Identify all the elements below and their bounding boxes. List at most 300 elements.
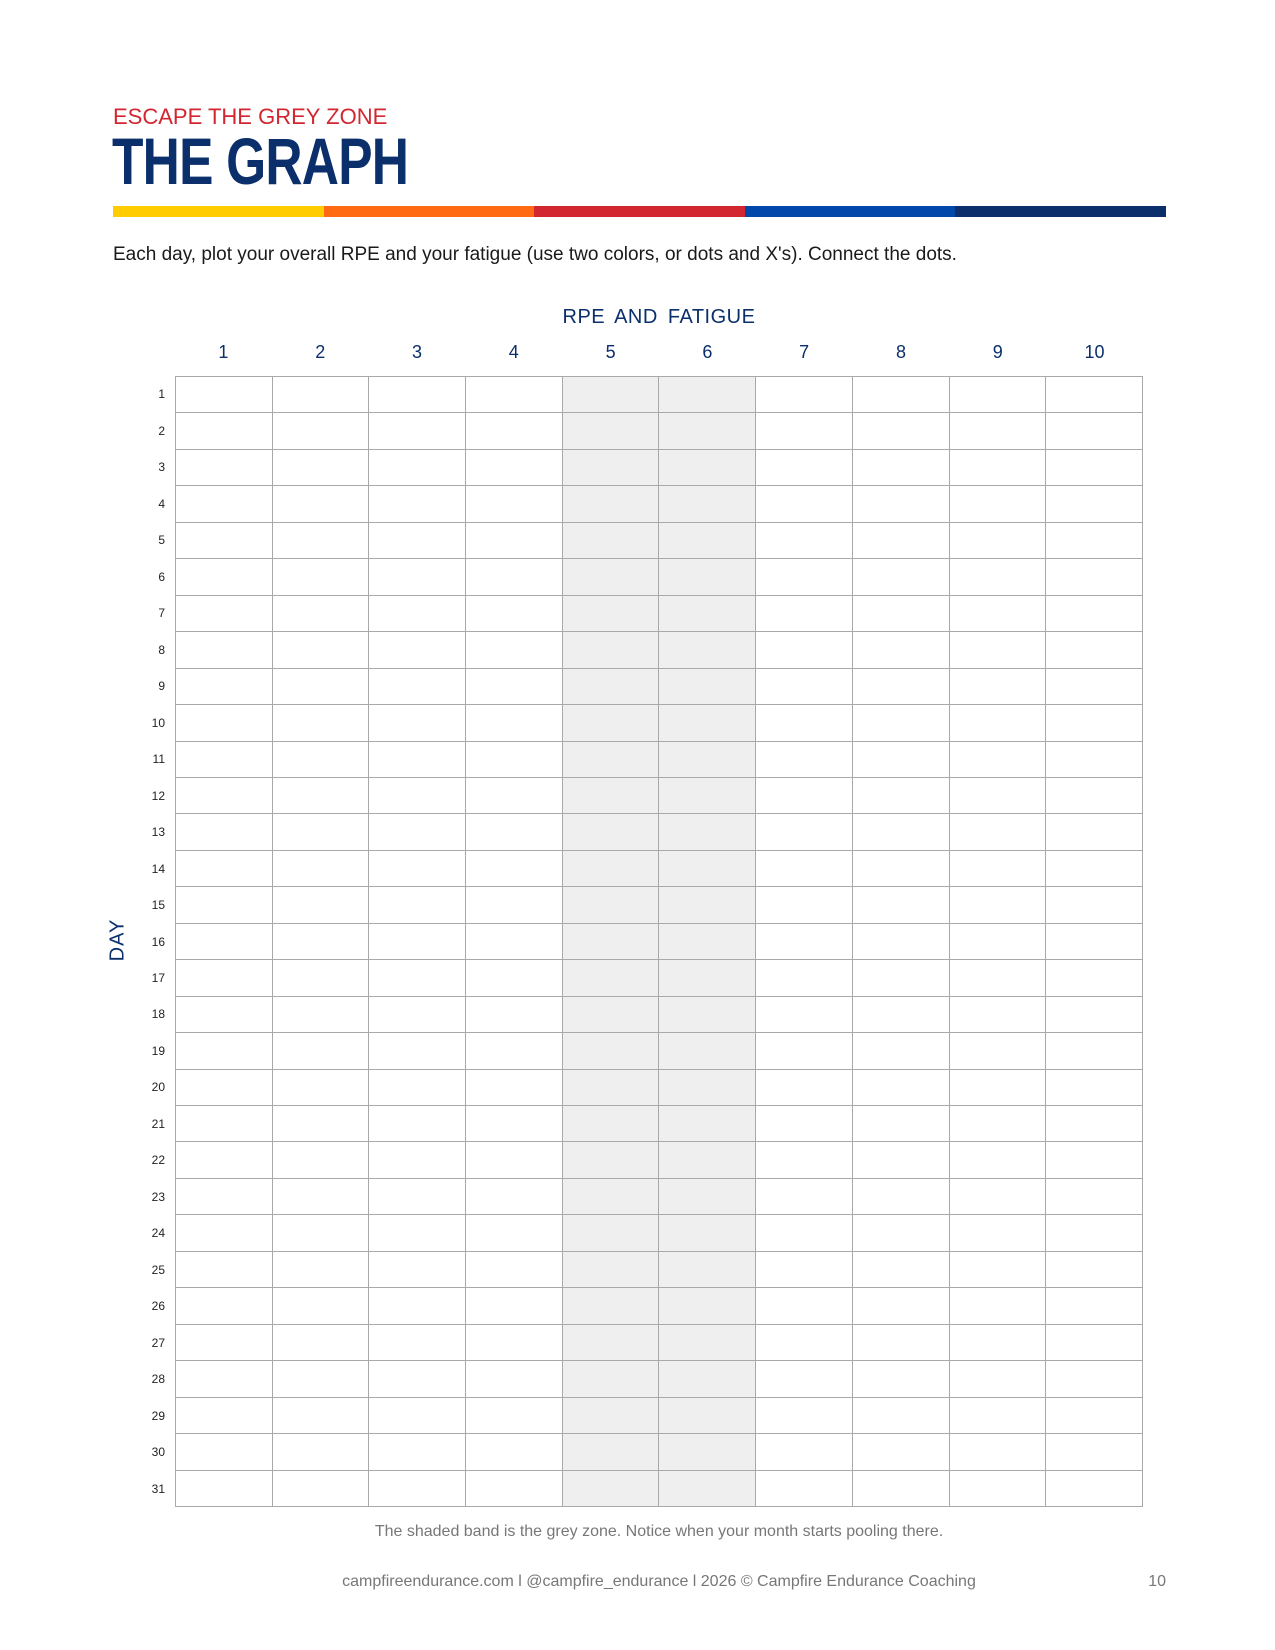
grid-cell[interactable] [853, 1106, 950, 1142]
grid-cell[interactable] [659, 742, 756, 778]
grid-cell[interactable] [176, 486, 273, 522]
grid-cell[interactable] [273, 851, 370, 887]
grid-cell[interactable] [273, 997, 370, 1033]
grid-cell[interactable] [466, 851, 563, 887]
grid-cell[interactable] [369, 997, 466, 1033]
grid-cell[interactable] [176, 1179, 273, 1215]
grid-cell[interactable] [853, 997, 950, 1033]
grid-cell[interactable] [659, 669, 756, 705]
grid-cell[interactable] [369, 596, 466, 632]
grid-cell[interactable] [563, 705, 660, 741]
grid-cell[interactable] [853, 1033, 950, 1069]
grid-cell[interactable] [659, 1288, 756, 1324]
grid-cell[interactable] [756, 669, 853, 705]
grid-cell[interactable] [563, 486, 660, 522]
grid-cell[interactable] [853, 1142, 950, 1178]
grid-cell[interactable] [273, 1288, 370, 1324]
grid-cell[interactable] [176, 1106, 273, 1142]
grid-cell[interactable] [273, 1325, 370, 1361]
grid-cell[interactable] [1046, 1106, 1143, 1142]
grid-cell[interactable] [563, 377, 660, 413]
grid-cell[interactable] [950, 1398, 1047, 1434]
grid-cell[interactable] [273, 1215, 370, 1251]
grid-cell[interactable] [950, 1471, 1047, 1507]
grid-cell[interactable] [853, 486, 950, 522]
grid-cell[interactable] [563, 669, 660, 705]
grid-cell[interactable] [853, 960, 950, 996]
grid-cell[interactable] [853, 559, 950, 595]
grid-cell[interactable] [273, 705, 370, 741]
grid-cell[interactable] [369, 559, 466, 595]
grid-cell[interactable] [853, 1179, 950, 1215]
grid-cell[interactable] [950, 1252, 1047, 1288]
grid-cell[interactable] [1046, 960, 1143, 996]
grid-cell[interactable] [466, 377, 563, 413]
grid-cell[interactable] [273, 486, 370, 522]
grid-cell[interactable] [176, 1325, 273, 1361]
grid-cell[interactable] [853, 814, 950, 850]
grid-cell[interactable] [466, 1434, 563, 1470]
grid-cell[interactable] [369, 1070, 466, 1106]
grid-cell[interactable] [1046, 1142, 1143, 1178]
grid-cell[interactable] [1046, 1070, 1143, 1106]
grid-cell[interactable] [176, 523, 273, 559]
grid-cell[interactable] [950, 1288, 1047, 1324]
grid-cell[interactable] [466, 413, 563, 449]
grid-cell[interactable] [273, 450, 370, 486]
grid-cell[interactable] [756, 1398, 853, 1434]
grid-cell[interactable] [659, 960, 756, 996]
grid-cell[interactable] [369, 1033, 466, 1069]
grid-cell[interactable] [1046, 1215, 1143, 1251]
grid-cell[interactable] [659, 1471, 756, 1507]
grid-cell[interactable] [659, 997, 756, 1033]
grid-cell[interactable] [756, 1070, 853, 1106]
grid-cell[interactable] [1046, 814, 1143, 850]
grid-cell[interactable] [176, 997, 273, 1033]
grid-cell[interactable] [853, 1288, 950, 1324]
grid-cell[interactable] [1046, 486, 1143, 522]
grid-cell[interactable] [853, 778, 950, 814]
grid-cell[interactable] [950, 1033, 1047, 1069]
grid-cell[interactable] [369, 1361, 466, 1397]
grid-cell[interactable] [853, 1070, 950, 1106]
grid-cell[interactable] [369, 1142, 466, 1178]
grid-cell[interactable] [466, 450, 563, 486]
grid-cell[interactable] [1046, 632, 1143, 668]
grid-cell[interactable] [369, 523, 466, 559]
grid-cell[interactable] [563, 924, 660, 960]
grid-cell[interactable] [563, 851, 660, 887]
grid-cell[interactable] [756, 450, 853, 486]
grid-cell[interactable] [853, 924, 950, 960]
grid-cell[interactable] [659, 1361, 756, 1397]
grid-cell[interactable] [176, 669, 273, 705]
grid-cell[interactable] [563, 1325, 660, 1361]
grid-cell[interactable] [369, 887, 466, 923]
grid-cell[interactable] [563, 1471, 660, 1507]
grid-cell[interactable] [176, 1215, 273, 1251]
grid-cell[interactable] [659, 523, 756, 559]
grid-cell[interactable] [563, 1434, 660, 1470]
grid-cell[interactable] [369, 1288, 466, 1324]
grid-cell[interactable] [950, 887, 1047, 923]
grid-cell[interactable] [659, 450, 756, 486]
grid-cell[interactable] [176, 1070, 273, 1106]
grid-cell[interactable] [563, 960, 660, 996]
grid-cell[interactable] [273, 1179, 370, 1215]
grid-cell[interactable] [756, 778, 853, 814]
grid-cell[interactable] [659, 413, 756, 449]
grid-cell[interactable] [273, 596, 370, 632]
grid-cell[interactable] [369, 1325, 466, 1361]
grid-cell[interactable] [756, 559, 853, 595]
grid-cell[interactable] [273, 778, 370, 814]
grid-cell[interactable] [756, 960, 853, 996]
grid-cell[interactable] [756, 924, 853, 960]
grid-cell[interactable] [1046, 851, 1143, 887]
grid-cell[interactable] [950, 596, 1047, 632]
grid-cell[interactable] [853, 1434, 950, 1470]
grid-cell[interactable] [369, 1106, 466, 1142]
grid-cell[interactable] [563, 1398, 660, 1434]
grid-cell[interactable] [369, 377, 466, 413]
grid-cell[interactable] [950, 778, 1047, 814]
grid-cell[interactable] [466, 1288, 563, 1324]
grid-cell[interactable] [273, 1033, 370, 1069]
grid-cell[interactable] [369, 1471, 466, 1507]
grid-cell[interactable] [853, 1398, 950, 1434]
grid-cell[interactable] [950, 1106, 1047, 1142]
grid-cell[interactable] [176, 632, 273, 668]
grid-cell[interactable] [466, 669, 563, 705]
grid-cell[interactable] [853, 413, 950, 449]
grid-cell[interactable] [950, 814, 1047, 850]
grid-cell[interactable] [273, 1398, 370, 1434]
grid-cell[interactable] [756, 1215, 853, 1251]
grid-cell[interactable] [466, 1252, 563, 1288]
grid-cell[interactable] [273, 377, 370, 413]
grid-cell[interactable] [369, 486, 466, 522]
grid-cell[interactable] [563, 1361, 660, 1397]
grid-cell[interactable] [659, 887, 756, 923]
grid-cell[interactable] [466, 924, 563, 960]
grid-cell[interactable] [950, 559, 1047, 595]
grid-cell[interactable] [273, 1070, 370, 1106]
grid-cell[interactable] [273, 960, 370, 996]
grid-cell[interactable] [756, 887, 853, 923]
grid-cell[interactable] [1046, 1033, 1143, 1069]
grid-cell[interactable] [369, 1398, 466, 1434]
grid-cell[interactable] [950, 669, 1047, 705]
grid-cell[interactable] [563, 1179, 660, 1215]
grid-cell[interactable] [466, 1033, 563, 1069]
grid-cell[interactable] [853, 377, 950, 413]
grid-cell[interactable] [659, 596, 756, 632]
grid-cell[interactable] [273, 742, 370, 778]
grid-cell[interactable] [563, 1070, 660, 1106]
grid-cell[interactable] [756, 596, 853, 632]
grid-cell[interactable] [950, 1361, 1047, 1397]
grid-cell[interactable] [853, 1325, 950, 1361]
grid-cell[interactable] [853, 450, 950, 486]
grid-cell[interactable] [756, 1434, 853, 1470]
grid-cell[interactable] [853, 669, 950, 705]
grid-cell[interactable] [756, 486, 853, 522]
grid-cell[interactable] [659, 1398, 756, 1434]
grid-cell[interactable] [466, 596, 563, 632]
grid-cell[interactable] [273, 1252, 370, 1288]
grid-cell[interactable] [369, 1215, 466, 1251]
grid-cell[interactable] [853, 596, 950, 632]
grid-cell[interactable] [466, 997, 563, 1033]
grid-cell[interactable] [176, 705, 273, 741]
grid-cell[interactable] [1046, 1398, 1143, 1434]
grid-cell[interactable] [950, 705, 1047, 741]
grid-cell[interactable] [659, 486, 756, 522]
grid-cell[interactable] [853, 1215, 950, 1251]
grid-cell[interactable] [563, 887, 660, 923]
grid-cell[interactable] [563, 1252, 660, 1288]
grid-cell[interactable] [176, 1033, 273, 1069]
grid-cell[interactable] [176, 1471, 273, 1507]
grid-cell[interactable] [659, 1215, 756, 1251]
grid-cell[interactable] [950, 1179, 1047, 1215]
grid-cell[interactable] [853, 742, 950, 778]
grid-cell[interactable] [563, 632, 660, 668]
grid-cell[interactable] [369, 632, 466, 668]
grid-cell[interactable] [466, 742, 563, 778]
grid-cell[interactable] [466, 523, 563, 559]
grid-cell[interactable] [466, 814, 563, 850]
grid-cell[interactable] [756, 1179, 853, 1215]
grid-cell[interactable] [756, 1142, 853, 1178]
grid-cell[interactable] [756, 1288, 853, 1324]
grid-cell[interactable] [563, 742, 660, 778]
grid-cell[interactable] [466, 1179, 563, 1215]
grid-cell[interactable] [1046, 1325, 1143, 1361]
grid-cell[interactable] [176, 1288, 273, 1324]
grid-cell[interactable] [950, 1070, 1047, 1106]
grid-cell[interactable] [659, 559, 756, 595]
grid-cell[interactable] [659, 1070, 756, 1106]
grid-cell[interactable] [273, 1471, 370, 1507]
grid-cell[interactable] [659, 778, 756, 814]
grid-cell[interactable] [950, 377, 1047, 413]
grid-cell[interactable] [1046, 413, 1143, 449]
grid-cell[interactable] [1046, 1288, 1143, 1324]
grid-cell[interactable] [273, 924, 370, 960]
grid-cell[interactable] [659, 924, 756, 960]
grid-cell[interactable] [563, 559, 660, 595]
grid-cell[interactable] [176, 960, 273, 996]
grid-cell[interactable] [1046, 377, 1143, 413]
grid-cell[interactable] [273, 669, 370, 705]
grid-cell[interactable] [853, 705, 950, 741]
grid-cell[interactable] [273, 1434, 370, 1470]
grid-cell[interactable] [853, 523, 950, 559]
grid-cell[interactable] [563, 1288, 660, 1324]
grid-cell[interactable] [756, 1325, 853, 1361]
grid-cell[interactable] [659, 814, 756, 850]
grid-cell[interactable] [466, 1471, 563, 1507]
grid-cell[interactable] [466, 1106, 563, 1142]
grid-cell[interactable] [756, 1033, 853, 1069]
grid-cell[interactable] [176, 742, 273, 778]
grid-cell[interactable] [466, 1398, 563, 1434]
grid-cell[interactable] [273, 632, 370, 668]
grid-cell[interactable] [853, 887, 950, 923]
grid-cell[interactable] [756, 705, 853, 741]
grid-cell[interactable] [176, 814, 273, 850]
grid-cell[interactable] [176, 851, 273, 887]
grid-cell[interactable] [466, 1361, 563, 1397]
grid-cell[interactable] [563, 1142, 660, 1178]
grid-cell[interactable] [466, 960, 563, 996]
grid-cell[interactable] [1046, 705, 1143, 741]
grid-cell[interactable] [369, 1179, 466, 1215]
grid-cell[interactable] [563, 1215, 660, 1251]
grid-cell[interactable] [176, 778, 273, 814]
grid-cell[interactable] [563, 523, 660, 559]
grid-cell[interactable] [176, 559, 273, 595]
grid-cell[interactable] [273, 559, 370, 595]
grid-cell[interactable] [176, 1434, 273, 1470]
grid-cell[interactable] [369, 742, 466, 778]
grid-cell[interactable] [950, 1215, 1047, 1251]
grid-cell[interactable] [273, 1106, 370, 1142]
grid-cell[interactable] [950, 450, 1047, 486]
grid-cell[interactable] [466, 1325, 563, 1361]
grid-cell[interactable] [176, 1252, 273, 1288]
grid-cell[interactable] [853, 851, 950, 887]
grid-cell[interactable] [369, 960, 466, 996]
grid-cell[interactable] [369, 450, 466, 486]
grid-cell[interactable] [1046, 1179, 1143, 1215]
grid-cell[interactable] [1046, 669, 1143, 705]
grid-cell[interactable] [950, 742, 1047, 778]
grid-cell[interactable] [659, 1434, 756, 1470]
grid-cell[interactable] [369, 669, 466, 705]
grid-cell[interactable] [1046, 523, 1143, 559]
grid-cell[interactable] [1046, 924, 1143, 960]
grid-cell[interactable] [369, 924, 466, 960]
grid-cell[interactable] [756, 814, 853, 850]
grid-cell[interactable] [659, 1033, 756, 1069]
grid-cell[interactable] [950, 413, 1047, 449]
grid-cell[interactable] [659, 705, 756, 741]
grid-cell[interactable] [369, 1434, 466, 1470]
grid-cell[interactable] [176, 450, 273, 486]
grid-cell[interactable] [1046, 1252, 1143, 1288]
grid-cell[interactable] [950, 1434, 1047, 1470]
grid-cell[interactable] [466, 1215, 563, 1251]
grid-cell[interactable] [1046, 559, 1143, 595]
grid-cell[interactable] [273, 887, 370, 923]
grid-cell[interactable] [466, 1070, 563, 1106]
grid-cell[interactable] [756, 1361, 853, 1397]
grid-cell[interactable] [176, 377, 273, 413]
grid-cell[interactable] [1046, 596, 1143, 632]
grid-cell[interactable] [563, 1106, 660, 1142]
grid-cell[interactable] [563, 450, 660, 486]
grid-cell[interactable] [756, 632, 853, 668]
grid-cell[interactable] [1046, 887, 1143, 923]
grid-cell[interactable] [756, 1471, 853, 1507]
grid-cell[interactable] [369, 814, 466, 850]
grid-cell[interactable] [369, 705, 466, 741]
grid-cell[interactable] [563, 814, 660, 850]
grid-cell[interactable] [273, 523, 370, 559]
grid-cell[interactable] [659, 632, 756, 668]
grid-cell[interactable] [176, 924, 273, 960]
grid-cell[interactable] [466, 1142, 563, 1178]
grid-cell[interactable] [466, 705, 563, 741]
grid-cell[interactable] [659, 1325, 756, 1361]
grid-cell[interactable] [756, 523, 853, 559]
grid-cell[interactable] [756, 742, 853, 778]
grid-cell[interactable] [563, 778, 660, 814]
grid-cell[interactable] [853, 1252, 950, 1288]
grid-cell[interactable] [369, 413, 466, 449]
grid-cell[interactable] [950, 997, 1047, 1033]
grid-cell[interactable] [563, 596, 660, 632]
grid-cell[interactable] [466, 778, 563, 814]
grid-cell[interactable] [853, 632, 950, 668]
grid-cell[interactable] [756, 851, 853, 887]
grid-cell[interactable] [950, 523, 1047, 559]
plot-grid[interactable] [175, 376, 1143, 1507]
grid-cell[interactable] [1046, 1471, 1143, 1507]
grid-cell[interactable] [369, 1252, 466, 1288]
grid-cell[interactable] [176, 1398, 273, 1434]
grid-cell[interactable] [273, 814, 370, 850]
grid-cell[interactable] [950, 851, 1047, 887]
grid-cell[interactable] [273, 413, 370, 449]
grid-cell[interactable] [756, 1106, 853, 1142]
grid-cell[interactable] [950, 632, 1047, 668]
grid-cell[interactable] [659, 851, 756, 887]
grid-cell[interactable] [369, 778, 466, 814]
grid-cell[interactable] [659, 1252, 756, 1288]
grid-cell[interactable] [853, 1471, 950, 1507]
grid-cell[interactable] [659, 377, 756, 413]
grid-cell[interactable] [659, 1142, 756, 1178]
grid-cell[interactable] [1046, 1361, 1143, 1397]
grid-cell[interactable] [756, 413, 853, 449]
grid-cell[interactable] [853, 1361, 950, 1397]
grid-cell[interactable] [950, 924, 1047, 960]
grid-cell[interactable] [563, 997, 660, 1033]
grid-cell[interactable] [563, 413, 660, 449]
grid-cell[interactable] [756, 997, 853, 1033]
grid-cell[interactable] [466, 486, 563, 522]
grid-cell[interactable] [1046, 450, 1143, 486]
grid-cell[interactable] [273, 1142, 370, 1178]
grid-cell[interactable] [1046, 1434, 1143, 1470]
grid-cell[interactable] [950, 1325, 1047, 1361]
grid-cell[interactable] [950, 486, 1047, 522]
grid-cell[interactable] [273, 1361, 370, 1397]
grid-cell[interactable] [950, 1142, 1047, 1178]
grid-cell[interactable] [176, 413, 273, 449]
grid-cell[interactable] [659, 1106, 756, 1142]
grid-cell[interactable] [563, 1033, 660, 1069]
grid-cell[interactable] [950, 960, 1047, 996]
grid-cell[interactable] [176, 1361, 273, 1397]
grid-cell[interactable] [176, 596, 273, 632]
grid-cell[interactable] [176, 887, 273, 923]
